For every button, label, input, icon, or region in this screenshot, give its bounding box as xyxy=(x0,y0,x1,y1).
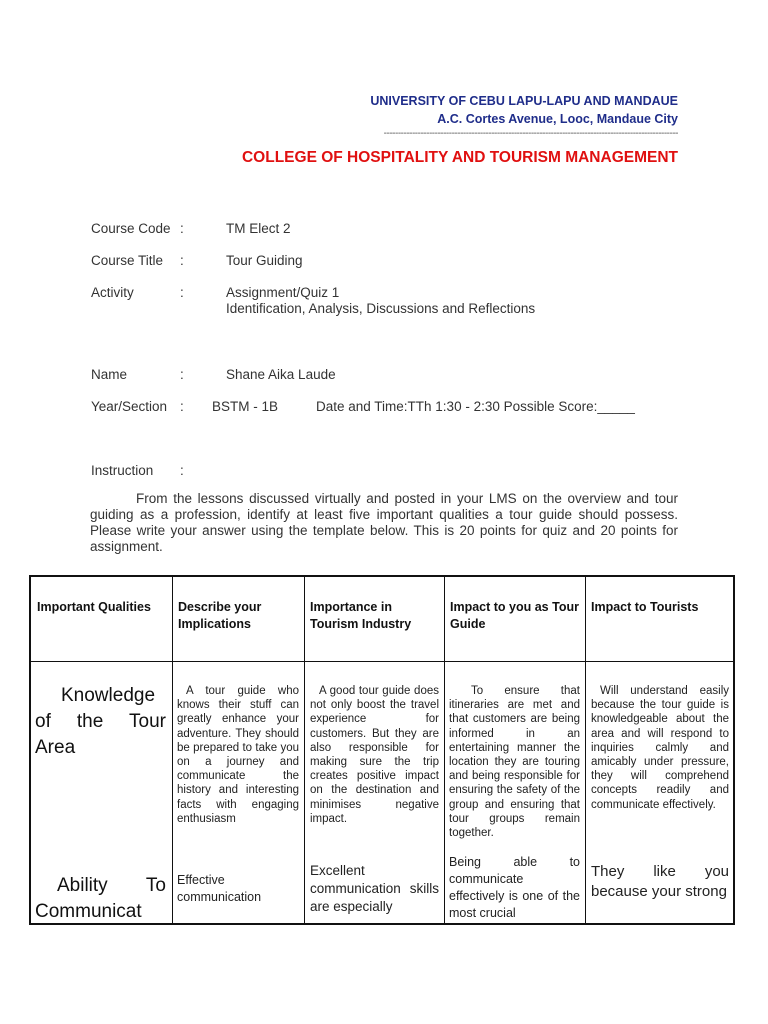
quality-communication-text: Ability To Communicat xyxy=(35,875,166,922)
instruction-text: From the lessons discussed virtually and posted in your LMS on the overview and tour guiding as a profession, identify at least five important qualities a tour guide should possess. Please write your answer using the template below. This is 20 points for quiz and 20 points for assignment. xyxy=(90,491,678,554)
cell-implications-1 xyxy=(177,684,299,826)
course-title-value: Tour Guiding xyxy=(226,253,303,268)
course-code-label: Course Code xyxy=(91,221,171,236)
course-code-value: TM Elect 2 xyxy=(226,221,291,236)
name-value: Shane Aika Laude xyxy=(226,367,336,382)
cell-impact-guide-1 xyxy=(449,684,580,840)
cell-implications-2: Effective communication xyxy=(177,873,262,904)
header-divider: -------------------------------------------------------------------------------------------------------- xyxy=(383,128,678,139)
instruction-colon: : xyxy=(180,463,184,478)
quality-knowledge xyxy=(35,683,166,761)
activity-colon: : xyxy=(180,285,184,300)
cell-impact-guide-1-text: To ensure that itineraries are met and that customers are being informed in an entertaining manner the location they are touring and being responsible for ensuring the safety of the group and ensuring that tour groups remain together. xyxy=(449,685,580,840)
header-impact-tour-guide: Impact to you as Tour Guide xyxy=(450,600,579,631)
cell-importance-1-text: A good tour guide does not only boost the travel experience for customers. But they are also responsible for making sure the trip creates positive impact on the destination and minimises negative impact. xyxy=(310,685,439,825)
qualities-table xyxy=(29,575,735,925)
activity-label: Activity xyxy=(91,285,134,300)
year-section-value: BSTM - 1B xyxy=(212,399,279,414)
cell-impact-tourists-1 xyxy=(591,684,729,812)
course-code-colon: : xyxy=(180,221,184,236)
header-divider-line xyxy=(31,661,733,662)
activity-value-line2: Identification, Analysis, Discussions and Reflections xyxy=(226,301,536,316)
course-title-colon: : xyxy=(180,253,184,268)
year-section-colon: : xyxy=(180,399,184,414)
name-label: Name xyxy=(91,367,128,382)
course-title-label: Course Title xyxy=(91,253,164,268)
header-importance-tourism: Importance in Tourism Industry xyxy=(310,600,412,631)
header-describe-implications: Describe your Implications xyxy=(178,600,262,631)
cell-impact-tourists-2: They like you because your strong xyxy=(591,863,729,900)
cell-importance-2: Excellent communication skills are especially xyxy=(310,863,439,914)
university-address: A.C. Cortes Avenue, Looc, Mandaue City xyxy=(437,112,678,126)
quality-knowledge-text: Knowledge of the Tour Area xyxy=(35,685,166,758)
name-colon: : xyxy=(180,367,184,382)
column-divider xyxy=(172,577,173,923)
instruction-label: Instruction xyxy=(91,463,154,478)
header-important-qualities: Important Qualities xyxy=(37,600,151,614)
cell-importance-1 xyxy=(310,684,439,826)
column-divider xyxy=(304,577,305,923)
college-name: COLLEGE OF HOSPITALITY AND TOURISM MANAGEMENT xyxy=(241,149,678,166)
cell-impact-guide-2: Being able to communicate effectively is one of the most crucial xyxy=(449,855,580,920)
date-time-score: Date and Time:TTh 1:30 - 2:30 Possible Score:_____ xyxy=(316,399,635,414)
column-divider xyxy=(444,577,445,923)
column-divider xyxy=(585,577,586,923)
university-name: UNIVERSITY OF CEBU LAPU-LAPU AND MANDAUE xyxy=(370,94,678,108)
cell-implications-1-text: A tour guide who knows their stuff can greatly enhance your adventure. They should be prepared to take you on a journey and communicate the history and interesting facts with engaging enthusiasm xyxy=(177,685,299,825)
activity-value-line1: Assignment/Quiz 1 xyxy=(226,285,340,300)
header-impact-tourists: Impact to Tourists xyxy=(591,600,699,614)
year-section-label: Year/Section xyxy=(91,399,168,414)
quality-communication xyxy=(35,873,166,925)
instruction-paragraph xyxy=(90,491,678,555)
cell-impact-tourists-1-text: Will understand easily because the tour guide is knowledgeable about the area and will respond to inquiries calmly and amicably under pressure, they will comprehend concepts readily and communicate effectively. xyxy=(591,685,729,811)
